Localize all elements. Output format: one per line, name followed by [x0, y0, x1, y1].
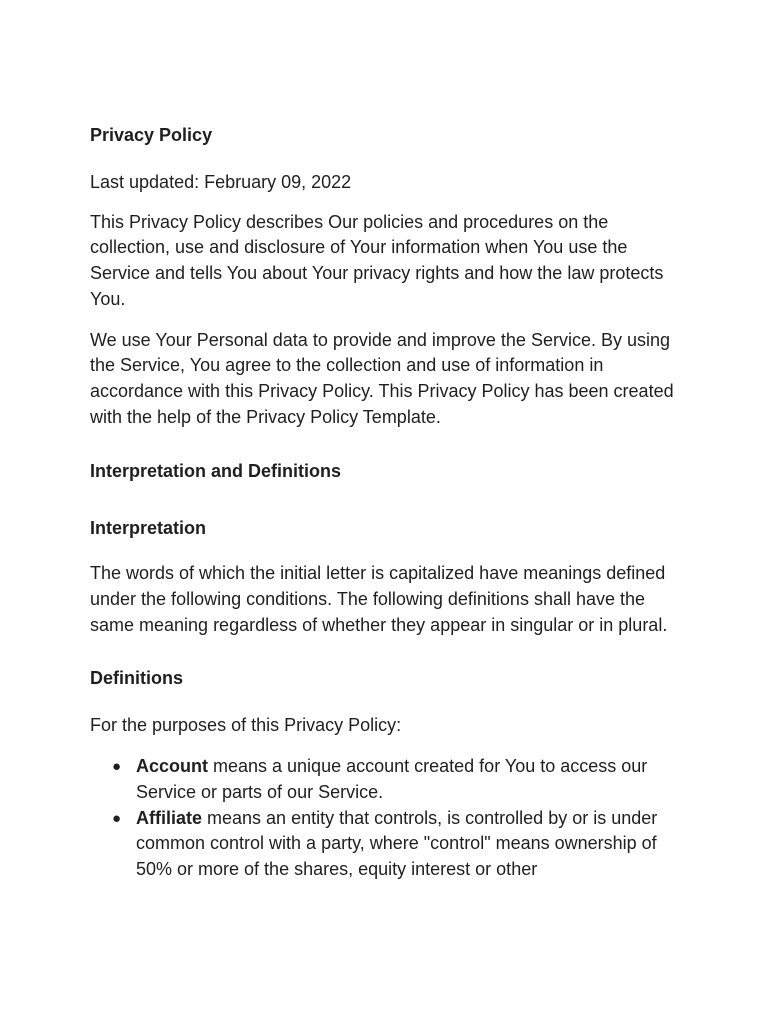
interpretation-paragraph: The words of which the initial letter is capitalized have meanings defined under the following conditions. The following definitions shall have the same meaning regardless of whether they appear in singular or in plural.: [90, 563, 668, 635]
bullet-icon: ●: [112, 758, 122, 776]
definitions-list: [90, 754, 690, 883]
definition-text: means a unique account created for You to access our Service or parts of our Service.: [136, 756, 648, 802]
definition-term: Affiliate: [136, 807, 203, 828]
section-heading-interpretation-definitions: Interpretation and Definitions: [90, 461, 342, 482]
definition-text: means an entity that controls, is controlled by or is under common control with a party, where "control" means ownership of 50% or more of the shares, equity interest or other: [136, 807, 658, 879]
intro-paragraph-1: This Privacy Policy describes Our policies and procedures on the collection, use and disclosure of Your information when You use the Service and tells You about Your privacy rights and how the law protects You.: [90, 211, 664, 309]
definition-item-affiliate: [112, 806, 690, 883]
subheading-interpretation: Interpretation: [90, 518, 207, 539]
definitions-intro: For the purposes of this Privacy Policy:: [90, 715, 402, 736]
definition-term: Account: [136, 756, 208, 777]
document-page: [90, 122, 690, 883]
last-updated-text: Last updated: February 09, 2022: [90, 172, 352, 192]
subheading-definitions: Definitions: [90, 668, 183, 689]
document-title: Privacy Policy: [90, 125, 213, 145]
definition-item-account: [112, 754, 690, 805]
intro-paragraph-2: We use Your Personal data to provide and improve the Service. By using the Service, You agree to the collection and use of information in accordance with this Privacy Policy. This Privacy Policy has been created with the help of the Privacy Policy Template.: [90, 329, 674, 427]
bullet-icon: ●: [112, 809, 122, 827]
